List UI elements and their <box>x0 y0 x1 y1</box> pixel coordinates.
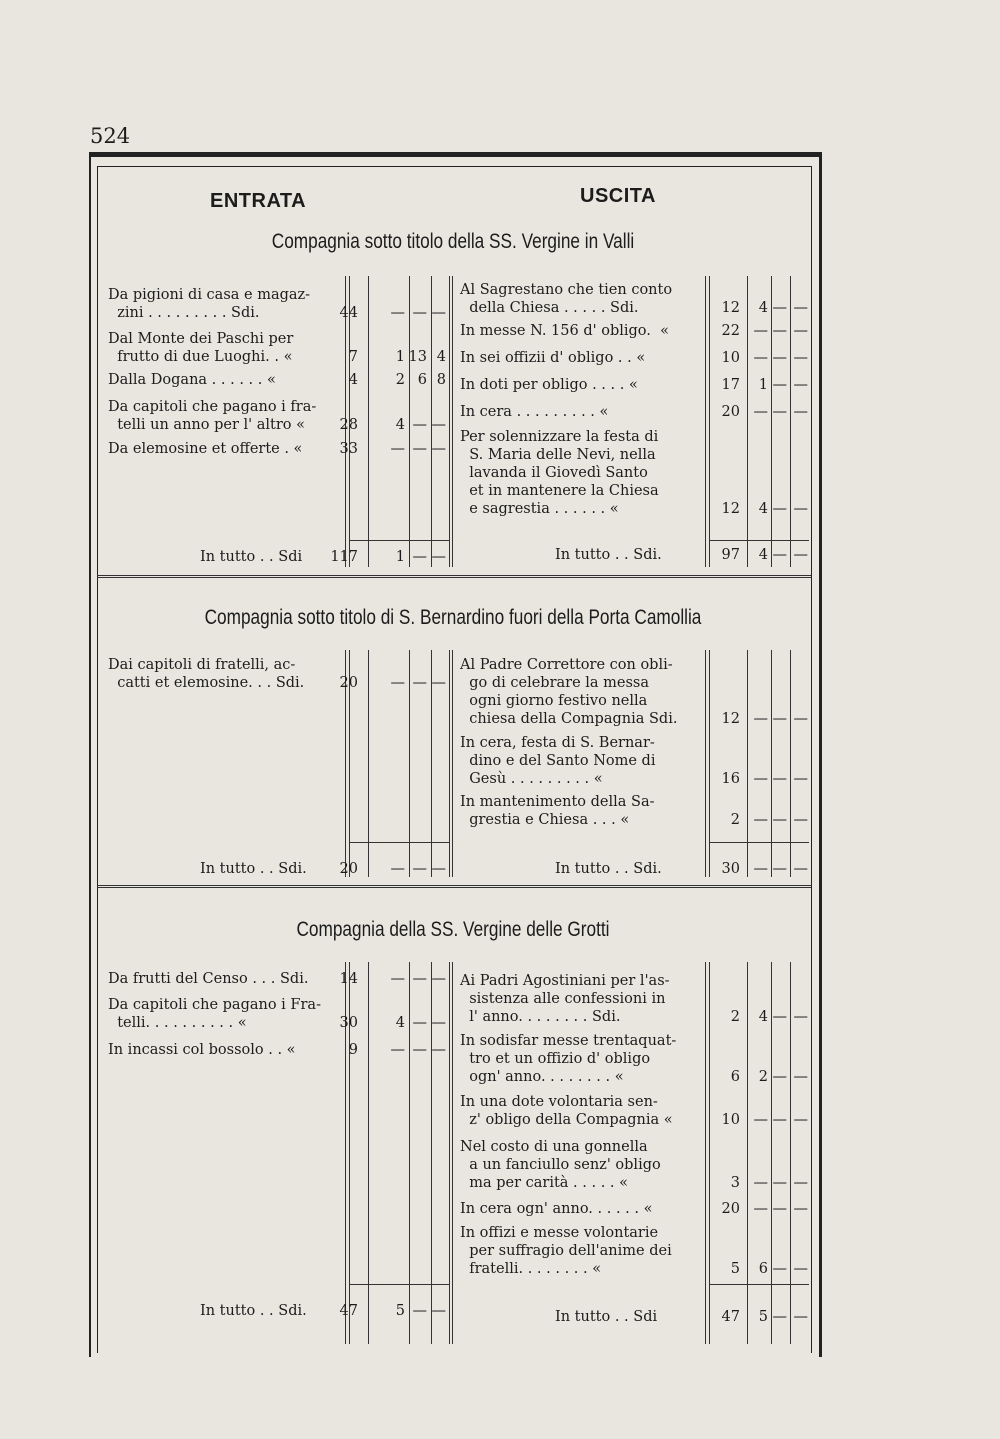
entrata-row-label: Da capitoli che pagano i Fra- telli. . . . . . . . . . « <box>108 997 321 1031</box>
entrata-row-col-2: 1 <box>395 349 405 365</box>
entrata-row-col-1: 14 <box>339 971 358 987</box>
uscita-header: USCITA <box>580 185 656 207</box>
uscita-column-rule <box>705 276 706 567</box>
uscita-row-col-2: 6 <box>758 1261 768 1277</box>
uscita-row-col-4: — <box>793 350 808 366</box>
entrata-total-col-3: — <box>412 1303 427 1319</box>
entrata-row-col-1: 30 <box>339 1015 358 1031</box>
uscita-row-label: In doti per obligo . . . . « <box>460 377 638 393</box>
section-title: Compagnia della SS. Vergine delle Grotti <box>296 918 610 941</box>
uscita-sum-line <box>709 842 809 843</box>
uscita-row-col-1: 2 <box>730 812 740 828</box>
entrata-row-label: Dalla Dogana . . . . . . « <box>108 372 276 388</box>
uscita-row-col-1: 16 <box>721 771 740 787</box>
uscita-row-col-1: 12 <box>721 300 740 316</box>
uscita-row-col-3: — <box>772 1175 787 1191</box>
entrata-total-col-2: 1 <box>395 549 405 565</box>
uscita-total-col-2: — <box>753 861 768 877</box>
entrata-row-col-4: — <box>431 305 446 321</box>
entrata-column-rule <box>449 650 450 877</box>
entrata-row-col-1: 44 <box>339 305 358 321</box>
entrata-row-col-1: 20 <box>339 675 358 691</box>
entrata-row-col-2: 4 <box>395 1015 405 1031</box>
entrata-sum-line <box>349 842 449 843</box>
uscita-row-col-1: 6 <box>730 1069 740 1085</box>
uscita-row-col-4: — <box>793 1201 808 1217</box>
uscita-row-label: In sodisfar messe trentaquat- tro et un offizio d' obligo ogn' anno. . . . . . . . « <box>460 1033 677 1085</box>
entrata-row-label: Dal Monte dei Paschi per frutto di due Luoghi. . « <box>108 331 294 365</box>
entrata-total-col-2: — <box>390 861 405 877</box>
uscita-row-col-2: — <box>753 1201 768 1217</box>
uscita-row-col-1: 10 <box>721 350 740 366</box>
entrata-total-col-1: 47 <box>339 1303 358 1319</box>
uscita-row-label: In messe N. 156 d' obligo. « <box>460 323 669 339</box>
entrata-row-col-3: 13 <box>408 349 427 365</box>
uscita-row-label: Ai Padri Agostiniani per l'as- sistenza alle confessioni in l' anno. . . . . . . . Sdi. <box>460 973 670 1025</box>
entrata-sum-line <box>349 1284 449 1285</box>
uscita-row-label: In sei offizii d' obligo . . « <box>460 350 646 366</box>
uscita-row-col-3: — <box>772 1201 787 1217</box>
entrata-row-col-2: — <box>390 441 405 457</box>
uscita-row-col-3: — <box>772 350 787 366</box>
uscita-row-col-1: 5 <box>730 1261 740 1277</box>
uscita-row-col-3: — <box>772 1261 787 1277</box>
entrata-row-col-4: 8 <box>436 372 446 388</box>
uscita-sum-line <box>709 1284 809 1285</box>
entrata-row-col-3: — <box>412 305 427 321</box>
uscita-row-col-4: — <box>793 323 808 339</box>
uscita-total-col-2: 4 <box>758 547 768 563</box>
uscita-row-col-1: 3 <box>730 1175 740 1191</box>
entrata-total-col-4: — <box>431 861 446 877</box>
entrata-row-label: Da elemosine et offerte . « <box>108 441 303 457</box>
entrata-row-col-3: — <box>412 675 427 691</box>
entrata-total-col-3: — <box>412 549 427 565</box>
uscita-total-col-1: 47 <box>721 1309 740 1325</box>
uscita-row-col-1: 2 <box>730 1009 740 1025</box>
uscita-row-label: In cera . . . . . . . . . « <box>460 404 609 420</box>
entrata-total-col-1: 20 <box>339 861 358 877</box>
uscita-total-label: In tutto . . Sdi. <box>555 861 662 877</box>
uscita-row-col-4: — <box>793 771 808 787</box>
section-separator <box>97 575 811 578</box>
entrata-row-label: Da frutti del Censo . . . Sdi. <box>108 971 309 987</box>
entrata-header: ENTRATA <box>210 190 307 212</box>
entrata-row-col-3: — <box>412 417 427 433</box>
uscita-row-label: Per solennizzare la festa di S. Maria delle Nevi, nella lavanda il Giovedì Santo et in mantenere la Chiesa e sagrestia . . . . . . « <box>460 429 659 517</box>
uscita-row-label: In cera ogn' anno. . . . . . « <box>460 1201 653 1217</box>
entrata-row-col-3: — <box>412 971 427 987</box>
entrata-total-col-4: — <box>431 549 446 565</box>
entrata-row-label: In incassi col bossolo . . « <box>108 1042 296 1058</box>
uscita-sum-line <box>709 540 809 541</box>
uscita-row-col-4: — <box>793 812 808 828</box>
uscita-row-label: Al Padre Correttore con obli- go di celebrare la messa ogni giorno festivo nella chiesa della Compagnia Sdi. <box>460 657 678 727</box>
uscita-row-col-2: — <box>753 1175 768 1191</box>
entrata-row-col-3: 6 <box>417 372 427 388</box>
uscita-row-label: In mantenimento della Sa- grestia e Chiesa . . . « <box>460 794 655 828</box>
uscita-row-col-3: — <box>772 771 787 787</box>
entrata-row-col-3: — <box>412 1015 427 1031</box>
entrata-row-col-2: — <box>390 971 405 987</box>
uscita-row-col-2: 4 <box>758 501 768 517</box>
uscita-row-col-3: — <box>772 377 787 393</box>
entrata-total-col-2: 5 <box>395 1303 405 1319</box>
uscita-row-col-4: — <box>793 501 808 517</box>
uscita-row-col-2: — <box>753 404 768 420</box>
uscita-column-rule <box>709 276 710 567</box>
uscita-row-col-1: 12 <box>721 501 740 517</box>
center-divider <box>452 650 453 877</box>
uscita-row-col-1: 20 <box>721 404 740 420</box>
entrata-row-col-4: — <box>431 417 446 433</box>
entrata-sum-line <box>349 540 449 541</box>
uscita-column-rule <box>790 276 791 567</box>
uscita-row-col-3: — <box>772 404 787 420</box>
uscita-total-col-4: — <box>793 861 808 877</box>
entrata-row-col-4: — <box>431 1015 446 1031</box>
entrata-row-col-3: — <box>412 1042 427 1058</box>
uscita-total-col-1: 30 <box>721 861 740 877</box>
entrata-row-col-3: — <box>412 441 427 457</box>
entrata-total-col-4: — <box>431 1303 446 1319</box>
entrata-column-rule <box>449 962 450 1344</box>
entrata-row-col-4: 4 <box>436 349 446 365</box>
uscita-total-col-1: 97 <box>721 547 740 563</box>
entrata-total-label: In tutto . . Sdi <box>200 549 303 565</box>
section-separator <box>97 885 811 888</box>
entrata-row-label: Da pigioni di casa e magaz- zini . . . . . . . . . Sdi. <box>108 287 311 321</box>
uscita-total-label: In tutto . . Sdi <box>555 1309 658 1325</box>
entrata-row-col-4: — <box>431 1042 446 1058</box>
uscita-row-col-2: — <box>753 350 768 366</box>
section-title: Compagnia sotto titolo di S. Bernardino fuori della Porta Camollia <box>204 606 702 629</box>
uscita-row-col-1: 17 <box>721 377 740 393</box>
entrata-row-col-1: 7 <box>348 349 358 365</box>
uscita-row-col-4: — <box>793 1112 808 1128</box>
entrata-row-col-2: — <box>390 1042 405 1058</box>
uscita-row-col-4: — <box>793 1069 808 1085</box>
uscita-row-col-3: — <box>772 812 787 828</box>
section-title: Compagnia sotto titolo della SS. Vergine in Valli <box>271 230 635 253</box>
uscita-row-col-3: — <box>772 1069 787 1085</box>
entrata-row-col-4: — <box>431 971 446 987</box>
entrata-row-col-4: — <box>431 675 446 691</box>
uscita-row-col-3: — <box>772 1009 787 1025</box>
uscita-column-rule <box>771 276 772 567</box>
uscita-row-label: In una dote volontaria sen- z' obligo della Compagnia « <box>460 1094 673 1128</box>
uscita-column-rule <box>705 650 706 877</box>
entrata-row-col-1: 9 <box>348 1042 358 1058</box>
uscita-row-label: In cera, festa di S. Bernar- dino e del Santo Nome di Gesù . . . . . . . . . « <box>460 735 656 787</box>
uscita-row-label: Al Sagrestano che tien conto della Chiesa . . . . . Sdi. <box>460 282 673 316</box>
entrata-row-col-2: — <box>390 675 405 691</box>
entrata-row-col-4: — <box>431 441 446 457</box>
uscita-row-col-2: — <box>753 711 768 727</box>
entrata-total-col-1: 117 <box>330 549 358 565</box>
entrata-row-label: Dai capitoli di fratelli, ac- catti et elemosine. . . Sdi. <box>108 657 305 691</box>
entrata-column-rule <box>449 276 450 567</box>
uscita-row-col-3: — <box>772 300 787 316</box>
uscita-row-col-1: 22 <box>721 323 740 339</box>
entrata-total-label: In tutto . . Sdi. <box>200 1303 307 1319</box>
uscita-row-col-2: 1 <box>758 377 768 393</box>
uscita-column-rule <box>747 276 748 567</box>
uscita-row-label: In offizi e messe volontarie per suffragio dell'anime dei fratelli. . . . . . . . « <box>460 1225 672 1277</box>
uscita-total-col-2: 5 <box>758 1309 768 1325</box>
uscita-row-col-1: 20 <box>721 1201 740 1217</box>
uscita-row-label: Nel costo di una gonnella a un fanciullo senz' obligo ma per carità . . . . . « <box>460 1139 661 1191</box>
uscita-row-col-4: — <box>793 711 808 727</box>
uscita-total-col-3: — <box>772 1309 787 1325</box>
entrata-row-col-1: 28 <box>339 417 358 433</box>
uscita-row-col-3: — <box>772 323 787 339</box>
uscita-row-col-3: — <box>772 711 787 727</box>
center-divider <box>452 276 453 567</box>
entrata-row-col-1: 4 <box>348 372 358 388</box>
uscita-row-col-1: 10 <box>721 1112 740 1128</box>
uscita-row-col-4: — <box>793 404 808 420</box>
uscita-row-col-2: — <box>753 812 768 828</box>
uscita-total-label: In tutto . . Sdi. <box>555 547 662 563</box>
uscita-row-col-4: — <box>793 1261 808 1277</box>
entrata-total-col-3: — <box>412 861 427 877</box>
entrata-row-col-2: 4 <box>395 417 405 433</box>
uscita-row-col-2: — <box>753 323 768 339</box>
uscita-row-col-4: — <box>793 1009 808 1025</box>
uscita-row-col-2: — <box>753 1112 768 1128</box>
entrata-total-label: In tutto . . Sdi. <box>200 861 307 877</box>
uscita-row-col-4: — <box>793 1175 808 1191</box>
center-divider <box>452 962 453 1344</box>
uscita-row-col-3: — <box>772 1112 787 1128</box>
uscita-row-col-4: — <box>793 300 808 316</box>
uscita-row-col-3: — <box>772 501 787 517</box>
uscita-total-col-3: — <box>772 547 787 563</box>
uscita-total-col-4: — <box>793 547 808 563</box>
uscita-total-col-4: — <box>793 1309 808 1325</box>
entrata-row-col-1: 33 <box>339 441 358 457</box>
uscita-row-col-2: 4 <box>758 1009 768 1025</box>
entrata-row-col-2: — <box>390 305 405 321</box>
page-number: 524 <box>90 124 131 148</box>
uscita-row-col-2: 4 <box>758 300 768 316</box>
uscita-row-col-2: — <box>753 771 768 787</box>
uscita-total-col-3: — <box>772 861 787 877</box>
uscita-row-col-2: 2 <box>758 1069 768 1085</box>
entrata-row-col-2: 2 <box>395 372 405 388</box>
entrata-row-label: Da capitoli che pagano i fra- telli un anno per l' altro « <box>108 399 317 433</box>
uscita-row-col-4: — <box>793 377 808 393</box>
uscita-row-col-1: 12 <box>721 711 740 727</box>
